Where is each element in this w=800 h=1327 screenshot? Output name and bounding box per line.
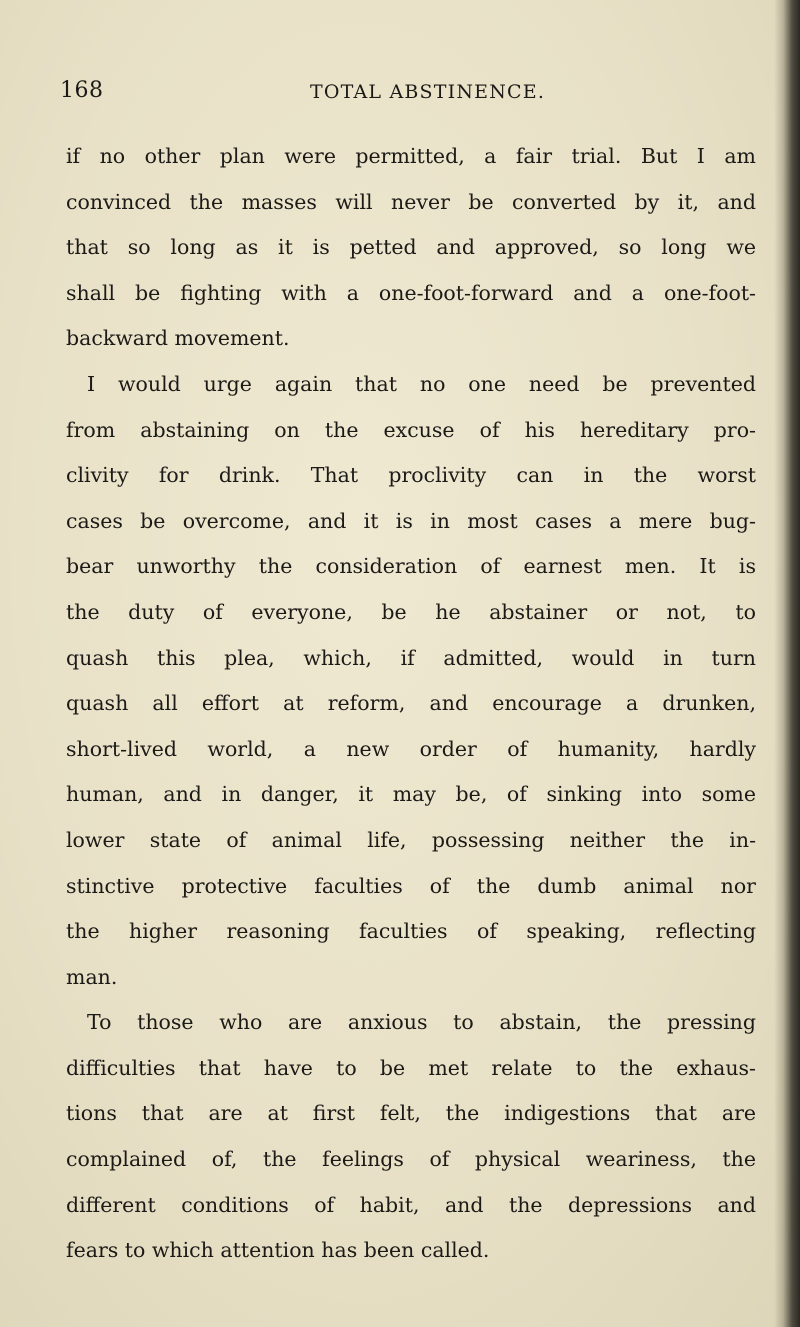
text-line: from abstaining on the excuse of his hereditary pro- [66, 417, 756, 442]
text-line: tions that are at first felt, the indigestions that are [66, 1101, 756, 1126]
text-line: quash all effort at reform, and encourage a drunken, [66, 691, 756, 716]
text-line: backward movement. [66, 326, 290, 351]
text-line: the duty of everyone, be he abstainer or not, to [66, 599, 756, 624]
text-line: the higher reasoning faculties of speaking, reflecting [66, 919, 756, 944]
text-line: cases be overcome, and it is in most cases a mere bug- [66, 508, 756, 533]
text-line: complained of, the feelings of physical weariness, the [66, 1147, 756, 1172]
text-line: difficulties that have to be met relate to the exhaus- [66, 1055, 756, 1080]
body-text [66, 134, 756, 1274]
text-line: fears to which attention has been called. [66, 1238, 490, 1263]
text-line: stinctive protective faculties of the dumb animal nor [66, 873, 756, 898]
text-line: human, and in danger, it may be, of sinking into some [66, 782, 756, 807]
text-line: lower state of animal life, possessing neither the in- [66, 827, 756, 852]
page-number: 168 [60, 78, 104, 103]
text-line: I would urge again that no one need be prevented [87, 371, 756, 396]
running-head [60, 78, 740, 110]
page-edge-shadow [774, 0, 800, 1327]
text-line: quash this plea, which, if admitted, would in turn [66, 645, 756, 670]
text-line: convinced the masses will never be converted by it, and [66, 189, 756, 214]
text-line: if no other plan were permitted, a fair trial. But I am [66, 144, 756, 168]
text-line: different conditions of habit, and the depressions and [66, 1192, 756, 1217]
text-line: man. [66, 964, 118, 989]
running-title: TOTAL ABSTINENCE. [310, 81, 546, 103]
text-line: short-lived world, a new order of humanity, hardly [66, 736, 756, 761]
text-line: To those who are anxious to abstain, the pressing [87, 1010, 756, 1035]
text-line: clivity for drink. That proclivity can in the worst [66, 463, 756, 488]
text-line: bear unworthy the consideration of earnest men. It is [66, 554, 756, 579]
text-line: that so long as it is petted and approved, so long we [66, 235, 756, 260]
text-line: shall be fighting with a one-foot-forward and a one-foot- [66, 280, 756, 305]
